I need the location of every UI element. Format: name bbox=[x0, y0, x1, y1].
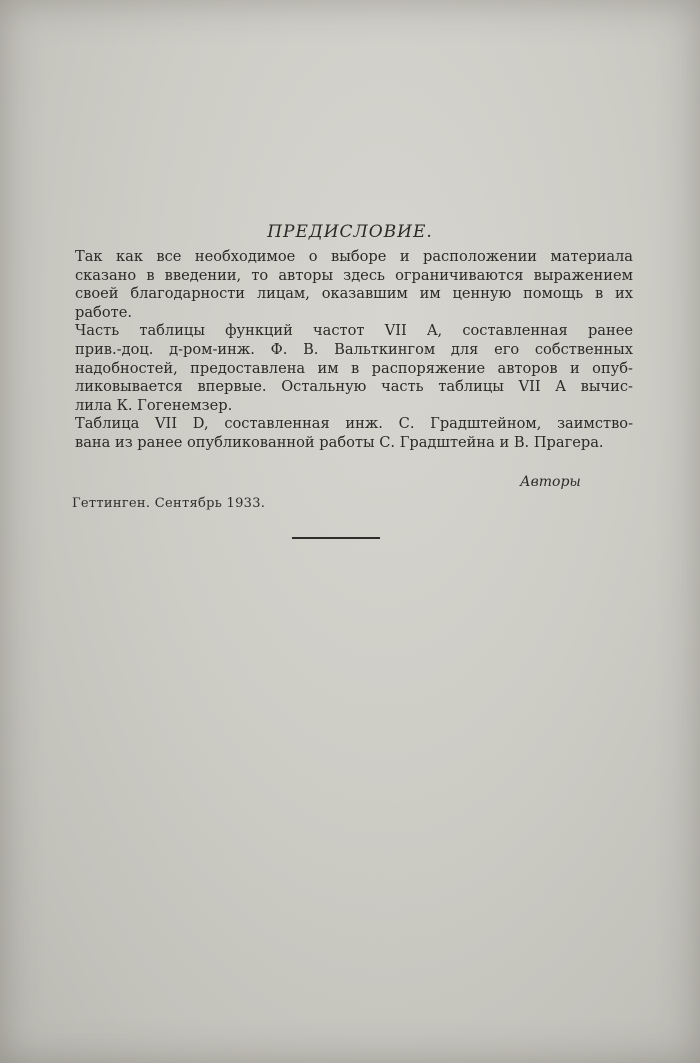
text-line: Таблица VII D, составленная инж. С. Градштейном, заимство- bbox=[75, 415, 633, 433]
text-line: Так как все необходимое о выборе и расположении материала bbox=[75, 248, 633, 265]
paragraph-3 bbox=[75, 415, 633, 452]
text-line: надобностей, предоставлена им в распоряжение авторов и опуб- bbox=[75, 359, 633, 377]
horizontal-rule bbox=[292, 537, 380, 539]
paragraph-2 bbox=[75, 322, 633, 415]
text-line: ликовывается впервые. Остальную часть таблицы VII A вычис- bbox=[75, 378, 633, 396]
text-line: сказано в введении, то авторы здесь ограничиваются выражением bbox=[75, 266, 633, 284]
paragraph-1 bbox=[75, 248, 633, 322]
place-and-date: Геттинген. Сентябрь 1933. bbox=[72, 496, 266, 511]
text-line: Часть таблицы функций частот VII A, составленная ранее bbox=[75, 322, 633, 340]
text-line: вана из ранее опубликованной работы С. Градштейна и В. Прагера. bbox=[75, 433, 604, 451]
preface-heading: ПРЕДИСЛОВИЕ. bbox=[267, 222, 433, 242]
preface-body bbox=[75, 248, 633, 453]
text-line: своей благодарности лицам, оказавшим им ценную помощь в их bbox=[75, 285, 633, 303]
text-line: прив.-доц. д-ром-инж. Ф. В. Вальткингом для его собственных bbox=[75, 340, 633, 358]
authors-signature: Авторы bbox=[520, 474, 581, 490]
text-line: работе. bbox=[75, 303, 132, 321]
text-line: лила К. Гогенемзер. bbox=[75, 396, 233, 414]
